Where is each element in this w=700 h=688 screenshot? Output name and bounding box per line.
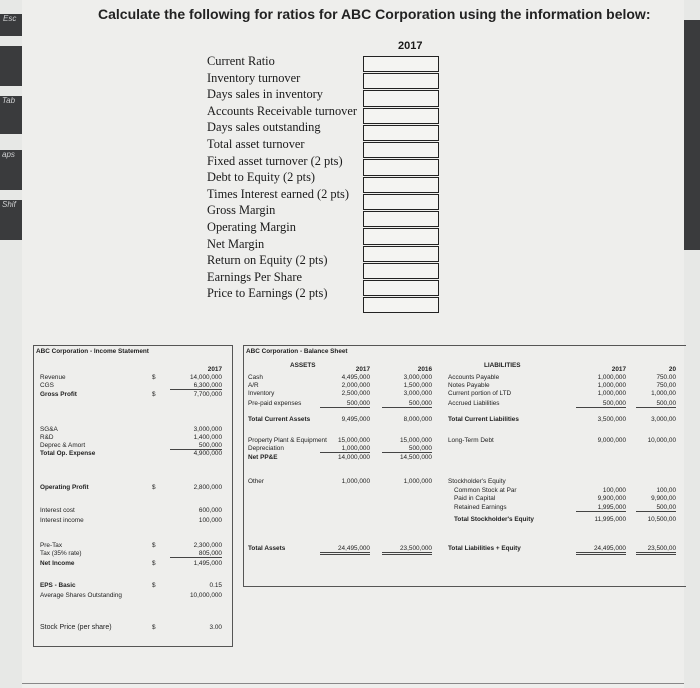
currency-sign: $ — [152, 374, 156, 381]
income-value: 4,900,000 — [193, 450, 222, 457]
ratio-item: Net Margin — [207, 236, 265, 251]
bottom-divider — [22, 683, 684, 684]
balance-year: 20 — [668, 366, 676, 373]
income-value: 1,495,000 — [193, 560, 222, 567]
equity-value: 9,900,00 — [651, 495, 676, 502]
ratio-item: Total asset turnover — [207, 136, 305, 151]
ratio-item: Days sales in inventory — [207, 87, 323, 102]
ratio-item: Accounts Receivable turnover — [207, 103, 358, 118]
currency-sign: $ — [152, 542, 156, 549]
asset-value: 2,000,000 — [341, 382, 370, 389]
liability-value: 1,000,000 — [597, 382, 626, 389]
income-value: 0.15 — [209, 582, 222, 589]
asset-label: Cash — [248, 374, 263, 381]
income-label: EPS - Basic — [40, 582, 76, 589]
income-label: Tax (35% rate) — [40, 550, 82, 557]
tab-key: Tab — [0, 96, 22, 134]
asset-label: Depreciation — [248, 445, 284, 452]
asset-value: 15,000,000 — [338, 437, 370, 444]
equity-label: Common Stock at Par — [454, 487, 517, 494]
liability-label: Current portion of LTD — [448, 390, 512, 397]
liability-value: 3,000,00 — [651, 416, 676, 423]
income-label: Pre-Tax — [40, 542, 63, 549]
ratio-item: Current Ratio — [207, 54, 275, 68]
liability-label: Total Current Liabilities — [448, 416, 519, 423]
asset-label: A/R — [248, 382, 259, 389]
ratio-item: Price to Earnings (2 pts) — [207, 286, 328, 301]
currency-sign: $ — [152, 391, 156, 398]
asset-value: 23,500,000 — [382, 545, 432, 555]
equity-value: 100,000 — [602, 487, 626, 494]
asset-value: 15,000,000 — [400, 437, 432, 444]
equity-value: 9,900,000 — [597, 495, 626, 502]
income-value: 600,000 — [198, 507, 222, 514]
assets-header: ASSETS — [290, 362, 316, 369]
income-label: Interest income — [40, 517, 84, 524]
income-value: 6,300,000 — [170, 382, 222, 390]
income-value: 3,000,000 — [193, 426, 222, 433]
asset-value: 24,495,000 — [320, 545, 370, 555]
esc-key: Esc — [0, 14, 22, 36]
balance-title: ABC Corporation - Balance Sheet — [246, 348, 348, 355]
income-label: Operating Profit — [40, 484, 89, 491]
asset-value: 3,000,000 — [403, 390, 432, 397]
asset-value: 14,000,000 — [338, 454, 370, 461]
equity-header: Stockholder's Equity — [448, 478, 506, 485]
income-label: Total Op. Expense — [40, 450, 96, 457]
income-label: Net Income — [40, 560, 75, 567]
income-label: SG&A — [40, 426, 58, 433]
income-value: 2,800,000 — [193, 484, 222, 491]
shift-key: Shif — [0, 200, 22, 240]
liability-label: Notes Payable — [448, 382, 490, 389]
income-value: 14,000,000 — [190, 374, 222, 381]
equity-label: Total Stockholder's Equity — [454, 516, 534, 523]
liability-label: Accrued Liabilities — [448, 400, 500, 407]
income-label: Stock Price (per share) — [40, 624, 112, 631]
liability-value: 1,000,00 — [651, 390, 676, 397]
ratio-item: Operating Margin — [207, 219, 296, 234]
asset-value: 500,000 — [320, 400, 370, 408]
currency-sign: $ — [152, 484, 156, 491]
liability-label: Total Liabilities + Equity — [448, 545, 521, 552]
ratio-item: Return on Equity (2 pts) — [207, 253, 328, 268]
income-label: Gross Profit — [40, 391, 77, 398]
income-label: Average Shares Outstanding — [40, 592, 122, 599]
liabilities-header: LIABILITIES — [484, 362, 521, 369]
income-year: 2017 — [207, 366, 222, 373]
equity-value: 1,995,000 — [576, 504, 626, 512]
liability-value: 750.00 — [656, 374, 676, 381]
asset-value: 2,500,000 — [341, 390, 370, 397]
asset-value: 9,495,000 — [341, 416, 370, 423]
liability-label: Accounts Payable — [448, 374, 500, 381]
asset-value: 4,495,000 — [341, 374, 370, 381]
liability-value: 1,000,000 — [597, 374, 626, 381]
ratio-item: Inventory turnover — [207, 70, 301, 85]
ratio-item: Days sales outstanding — [207, 120, 321, 135]
asset-value: 500,000 — [382, 400, 432, 408]
income-value: 100,000 — [198, 517, 222, 524]
asset-label: Net PP&E — [248, 454, 278, 461]
answer-year-header: 2017 — [398, 40, 423, 52]
asset-value: 8,000,000 — [403, 416, 432, 423]
ratio-item: Debt to Equity (2 pts) — [207, 170, 316, 185]
equity-value: 10,500,00 — [647, 516, 676, 523]
equity-label: Retained Earnings — [454, 504, 507, 511]
liability-value: 500,00 — [636, 400, 676, 408]
balance-year: 2017 — [355, 366, 370, 373]
income-label: R&D — [40, 434, 54, 441]
liability-value: 1,000,000 — [597, 390, 626, 397]
asset-value: 3,000,000 — [403, 374, 432, 381]
liability-value: 750,00 — [656, 382, 676, 389]
asset-label: Total Assets — [248, 545, 286, 552]
income-value: 500,000 — [170, 442, 222, 450]
ratio-item: Gross Margin — [207, 203, 276, 218]
liability-value: 24,495,000 — [576, 545, 626, 555]
ratio-item: Times Interest earned (2 pts) — [207, 186, 350, 201]
asset-value: 14,500,000 — [400, 454, 432, 461]
balance-year: 2017 — [611, 366, 626, 373]
asset-label: Total Current Assets — [248, 416, 311, 423]
asset-label: Pre-paid expenses — [248, 400, 302, 407]
equity-value: 500,00 — [636, 504, 676, 512]
income-label: Deprec & Amort — [40, 442, 86, 449]
asset-value: 1,000,000 — [320, 445, 370, 453]
liability-value: 500,000 — [576, 400, 626, 408]
income-title: ABC Corporation - Income Statement — [36, 348, 149, 355]
asset-value: 1,500,000 — [403, 382, 432, 389]
income-value: 805,000 — [170, 550, 222, 558]
currency-sign: $ — [152, 560, 156, 567]
asset-label: Property Plant & Equipment — [248, 437, 327, 444]
asset-label: Inventory — [248, 390, 275, 397]
equity-value: 11,995,000 — [594, 516, 626, 523]
income-value: 7,700,000 — [193, 391, 222, 398]
income-value: 3.00 — [209, 624, 222, 631]
liability-value: 23,500,00 — [636, 545, 676, 555]
page-heading: Calculate the following for ratios for ABC Corporation using the information below: — [98, 6, 651, 22]
asset-value: 1,000,000 — [341, 478, 370, 485]
asset-label: Other — [248, 478, 264, 485]
caps-key: aps — [0, 150, 22, 190]
liability-value: 3,500,000 — [597, 416, 626, 423]
income-label: CGS — [40, 382, 54, 389]
equity-value: 100,00 — [656, 487, 676, 494]
asset-value: 1,000,000 — [403, 478, 432, 485]
ratio-item: Fixed asset turnover (2 pts) — [207, 153, 343, 168]
equity-label: Paid in Capital — [454, 495, 496, 502]
liability-label: Long-Term Debt — [448, 437, 494, 444]
currency-sign: $ — [152, 624, 156, 631]
ratio-item: Earnings Per Share — [207, 269, 302, 284]
income-value: 10,000,000 — [190, 592, 222, 599]
income-label: Interest cost — [40, 507, 75, 514]
income-value: 1,400,000 — [193, 434, 222, 441]
liability-value: 10,000,00 — [647, 437, 676, 444]
currency-sign: $ — [152, 582, 156, 589]
income-value: 2,300,000 — [193, 542, 222, 549]
balance-year: 2016 — [417, 366, 432, 373]
liability-value: 9,000,000 — [597, 437, 626, 444]
income-label: Revenue — [40, 374, 66, 381]
asset-value: 500,000 — [382, 445, 432, 453]
